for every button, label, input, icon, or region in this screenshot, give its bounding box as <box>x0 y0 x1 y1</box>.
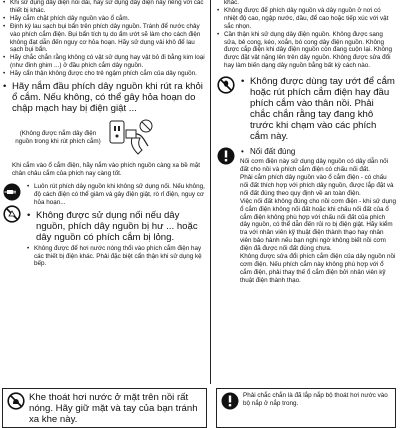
list-item: • Hãy cắm chặt phích dây nguồn vào ổ cắm. <box>2 15 207 23</box>
column-divider <box>210 0 211 384</box>
no-touch-steam-icon <box>7 392 25 410</box>
wet-hands-row <box>216 76 396 142</box>
list-item: • Không được để phích dây nguồn và dây nguồn ở nơi có nhiệt độ cao, ngập nước, dầu, để cao hoặc tiếp xúc với vật sắc nhọn. <box>216 7 396 31</box>
section-title: • Nối đất đúng <box>240 147 396 157</box>
earth-paragraph: Không được sửa đổi phích cắm điện của dây nguồn nồi cơm điện. Nếu phích cắm này không phù hợp với ổ cắm điện, phải thay thế ổ cắm điện bởi nhân viên kỹ thuật điện thành thạo. <box>240 253 396 284</box>
left-column <box>2 0 207 268</box>
steam-warning-text: Khe thoát hơi nước ở mặt trên nồi rất nóng. Hãy giữ mặt và tay của bạn tránh xa khe này. <box>29 392 198 425</box>
unplug-icon <box>3 183 21 201</box>
bottom-right-inner <box>217 389 395 413</box>
plug-illustration-row <box>2 118 207 158</box>
mandatory-icon <box>217 147 235 165</box>
left-big-bullet <box>2 81 207 114</box>
bottom-warning-right <box>216 388 396 428</box>
earth-bullet-row <box>2 183 207 268</box>
right-bullets <box>216 7 396 70</box>
left-bullets-top <box>2 0 207 78</box>
last-list <box>26 245 207 269</box>
earth-paragraph: Phải cắm phích dây nguồn vào ổ cắm điện - có chấu nối đất thích hợp với phích dây nguồn, được lắp đặt và nối đất đúng theo quy định về an toàn điện. <box>240 173 394 197</box>
icon-column <box>2 183 22 223</box>
mandatory-icon <box>221 392 239 410</box>
earth-list <box>26 183 207 207</box>
prohibited-icon <box>3 205 21 223</box>
list-item: • Khi sử dụng dây điện nối dài, hãy sử dụng dây điện này riêng với các thiết bị khác. <box>2 0 207 15</box>
left-big-bullet-2 <box>26 210 207 243</box>
list-item: • Định kỳ lau sạch bụi bẩn trên phích dây nguồn. Tránh để nước chảy vào phích cắm điện. Bụi bẩn tích tụ do ẩm ướt sẽ làm cho cách điện không đạt dẫn đến nguy cơ hỏa hoạn. Hãy sử dụng vải khô để lau sạch bụi bẩn. <box>2 23 207 55</box>
plug-paragraph: Khi cắm vào ổ cắm điện, hãy nắm vào phích nguồn càng xa bề mặt chân châu cắm của phích nay càng tốt. <box>12 162 200 177</box>
list-item: • Hãy nắm đầu phích dây nguồn khi rút ra khỏi ổ cắm. Nếu không, có thể gây hỏa hoạn do chập mạch hay bị điện giật ... <box>2 81 207 114</box>
right-big-bullet <box>240 76 396 142</box>
right-column <box>216 0 396 285</box>
right-top-line: khác. <box>224 0 240 6</box>
list-item: • Hãy chắc chắn rằng không có vật sử dụng hay vật bỏ đi bằng kim loại (như đinh ghim ...) ở đầu phích cắm dây nguồn. <box>2 54 207 70</box>
list-item: • Không được sử dụng nối nếu dây nguồn, phích dây nguồn bị hư ... hoặc dây nguồn có phích cắm bị lỏng. <box>26 210 207 243</box>
lid-instruction-text: Phải chắc chắn là đã lắp nắp bộ thoát hơi nước vào bộ nắp ở nắp trong. <box>243 392 388 407</box>
list-item: • Cần thận khi sử dụng dây điện nguồn. Không được sang sửa, bẻ cong, kéo, xoắn, bó cong dây điện nguồn. Không được cắp điện khi dây điện nguồn còn đang cuộn lại. Không được đặt vật nặng lên trên dây nguồn. Không được sửa đổi hay làm biến dạng dây nguồn bằng bất kỳ cách nào. <box>216 31 396 71</box>
bottom-left-inner <box>3 389 206 428</box>
list-item: • Không được dùng tay ướt để cắm hoặc rút phích cắm điện hay đầu phích cắm vào thân nồi. Phải chắc chắn rằng tay đang khô trước khi chạm vào các phích cắm này. <box>240 76 396 142</box>
earth-text <box>26 183 207 268</box>
earth-section <box>216 147 396 285</box>
icon-column <box>216 76 236 94</box>
earth-content <box>240 147 396 285</box>
bottom-warning-left <box>2 388 207 428</box>
list-item: • Không được để hơi nước nóng thổi vào phích cắm điện hay các thiết bị điện khác. Phải đặc biệt cẩn thận khi sử dụng kệ bếp. <box>26 245 207 269</box>
illustration-caption: (Không được nắm dây điện nguồn trong khi rút phích cắm) <box>15 130 101 146</box>
outlet-plug-icon <box>108 118 154 158</box>
earth-paragraph: Nối cơm điện này sử dụng dây nguồn có dây dẫn nối đất cho nồi và phích cắm điện có chấu nối đất. <box>240 158 389 174</box>
no-wet-hands-icon <box>217 76 235 94</box>
icon-column <box>216 147 236 165</box>
earth-paragraph: Việc nối đất không đúng cho nồi cơm điện - khi sử dụng ổ cắm điện không nối đất hoặc khi chấu nối đất của ổ cắm điện không phù hợp với chấu nối đất của phích dây nguồn, có thể dẫn đến rủi ro bị điện giật. Hãy kiểm tra với nhân viên kỹ thuật điện thành thạo hay nhân viên bảo hành nếu bạn nghi ngờ không biết nồi cơm điện đã được nối đất đúng chưa. <box>240 197 396 253</box>
earth-title-list <box>240 147 396 157</box>
list-item: • Luôn rút phích dây nguồn khi không sử dụng nối. Nếu không, độ cách điện có thể giảm và gây điện giật, rò rỉ điện, nguy cơ hỏa hoạn... <box>26 183 207 207</box>
list-item: • Hãy cẩn thận không được cho trẻ ngậm phích cắm của dây nguồn. <box>2 70 207 78</box>
